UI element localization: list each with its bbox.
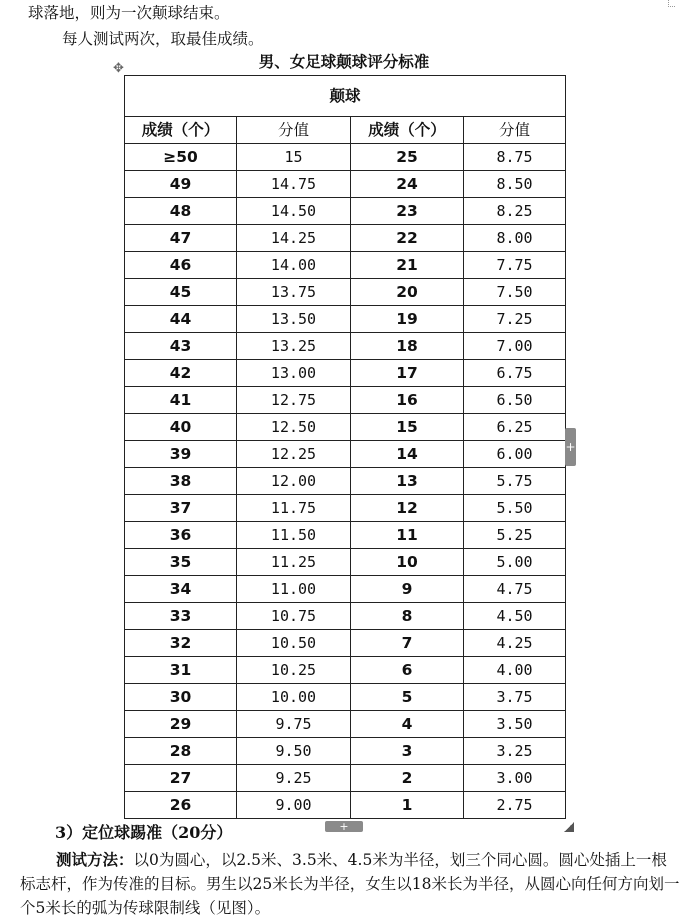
table-row: [125, 333, 566, 360]
method-paragraph: [20, 848, 680, 920]
table-head-row: [125, 76, 566, 117]
points-cell-right[interactable]: 4.00: [464, 657, 566, 684]
score-cell-right[interactable]: 18: [351, 333, 464, 360]
score-cell-right[interactable]: 3: [351, 738, 464, 765]
score-cell-left[interactable]: 48: [125, 198, 237, 225]
score-cell-right[interactable]: 2: [351, 765, 464, 792]
points-cell-left[interactable]: 11.00: [237, 576, 351, 603]
points-cell-right[interactable]: 4.75: [464, 576, 566, 603]
points-cell-left[interactable]: 12.25: [237, 441, 351, 468]
points-cell-left[interactable]: 13.75: [237, 279, 351, 306]
column-header-row: [125, 117, 566, 144]
points-cell-left[interactable]: 9.00: [237, 792, 351, 819]
points-cell-left[interactable]: 12.00: [237, 468, 351, 495]
text-line-2: 每人测试两次，取最佳成绩。: [62, 30, 264, 48]
table-row: [125, 306, 566, 333]
score-cell-left[interactable]: 44: [125, 306, 237, 333]
score-cell-left[interactable]: 33: [125, 603, 237, 630]
table-row: [125, 576, 566, 603]
table-row: [125, 171, 566, 198]
add-row-button[interactable]: [325, 821, 363, 832]
score-table-body: [125, 76, 566, 819]
table-row: [125, 387, 566, 414]
table-row: [125, 360, 566, 387]
score-cell-right[interactable]: 7: [351, 630, 464, 657]
score-cell-right[interactable]: 23: [351, 198, 464, 225]
score-cell-right[interactable]: 22: [351, 225, 464, 252]
table-row: [125, 468, 566, 495]
table-row: [125, 738, 566, 765]
table-row: [125, 441, 566, 468]
points-cell-left[interactable]: 11.75: [237, 495, 351, 522]
table-row: [125, 549, 566, 576]
points-cell-right[interactable]: 8.75: [464, 144, 566, 171]
points-cell-right[interactable]: 6.75: [464, 360, 566, 387]
text-line-1: 球落地，则为一次颠球结束。: [28, 4, 230, 22]
table-row: [125, 495, 566, 522]
points-cell-right[interactable]: 5.25: [464, 522, 566, 549]
score-cell-left[interactable]: 45: [125, 279, 237, 306]
score-cell-right[interactable]: 12: [351, 495, 464, 522]
score-cell-left[interactable]: 34: [125, 576, 237, 603]
points-cell-right[interactable]: 7.25: [464, 306, 566, 333]
score-cell-right[interactable]: 6: [351, 657, 464, 684]
score-cell-left[interactable]: 36: [125, 522, 237, 549]
points-cell-left[interactable]: 13.50: [237, 306, 351, 333]
column-header-points-1[interactable]: 分值: [237, 117, 351, 144]
score-cell-left[interactable]: 37: [125, 495, 237, 522]
table-title: 男、女足球颠球评分标准: [258, 52, 430, 71]
score-cell-left[interactable]: 46: [125, 252, 237, 279]
add-column-button[interactable]: [565, 428, 576, 466]
score-cell-right[interactable]: 10: [351, 549, 464, 576]
score-cell-left[interactable]: ≥50: [125, 144, 237, 171]
points-cell-right[interactable]: 7.50: [464, 279, 566, 306]
table-row: [125, 225, 566, 252]
points-cell-left[interactable]: 12.50: [237, 414, 351, 441]
score-cell-left[interactable]: 26: [125, 792, 237, 819]
column-header-points-2[interactable]: 分值: [464, 117, 566, 144]
score-cell-right[interactable]: 24: [351, 171, 464, 198]
score-cell-left[interactable]: 35: [125, 549, 237, 576]
score-cell-right[interactable]: 14: [351, 441, 464, 468]
points-cell-right[interactable]: 3.00: [464, 765, 566, 792]
table-row: [125, 684, 566, 711]
page-corner-mark: [668, 0, 675, 7]
method-label: 测试方法：: [56, 850, 134, 869]
points-cell-left[interactable]: 14.75: [237, 171, 351, 198]
score-cell-left[interactable]: 40: [125, 414, 237, 441]
points-cell-left[interactable]: 14.25: [237, 225, 351, 252]
points-cell-left[interactable]: 12.75: [237, 387, 351, 414]
score-cell-left[interactable]: 38: [125, 468, 237, 495]
column-header-score-1[interactable]: 成绩（个）: [125, 117, 237, 144]
points-cell-right[interactable]: 4.25: [464, 630, 566, 657]
score-cell-left[interactable]: 32: [125, 630, 237, 657]
points-cell-right[interactable]: 8.50: [464, 171, 566, 198]
table-row: [125, 252, 566, 279]
points-cell-right[interactable]: 3.50: [464, 711, 566, 738]
score-cell-right[interactable]: 11: [351, 522, 464, 549]
score-cell-left[interactable]: 43: [125, 333, 237, 360]
score-cell-right[interactable]: 15: [351, 414, 464, 441]
method-text: 以0为圆心，以2.5米、3.5米、4.5米为半径，划三个同心圆。圆心处插上一根标志杆，作为传准的目标。男生以25米长为半径，女生以18米长为半径，从圆心向任何方向划一个5米长的弧为传球限制线（见图）。: [20, 851, 680, 917]
score-cell-right[interactable]: 4: [351, 711, 464, 738]
score-cell-right[interactable]: 20: [351, 279, 464, 306]
score-cell-right[interactable]: 19: [351, 306, 464, 333]
points-cell-right[interactable]: 8.25: [464, 198, 566, 225]
score-cell-left[interactable]: 31: [125, 657, 237, 684]
table-row: [125, 522, 566, 549]
score-cell-left[interactable]: 41: [125, 387, 237, 414]
score-cell-right[interactable]: 25: [351, 144, 464, 171]
score-cell-right[interactable]: 16: [351, 387, 464, 414]
resize-corner-icon[interactable]: [564, 822, 574, 832]
points-cell-left[interactable]: 15: [237, 144, 351, 171]
score-cell-left[interactable]: 49: [125, 171, 237, 198]
points-cell-right[interactable]: 6.00: [464, 441, 566, 468]
score-cell-right[interactable]: 9: [351, 576, 464, 603]
points-cell-left[interactable]: 14.50: [237, 198, 351, 225]
score-cell-right[interactable]: 13: [351, 468, 464, 495]
points-cell-left[interactable]: 10.00: [237, 684, 351, 711]
score-cell-left[interactable]: 28: [125, 738, 237, 765]
table-row: [125, 603, 566, 630]
table-row: [125, 765, 566, 792]
move-arrows-icon[interactable]: ✥: [113, 61, 124, 76]
score-cell-right[interactable]: 1: [351, 792, 464, 819]
score-cell-left[interactable]: 27: [125, 765, 237, 792]
points-cell-left[interactable]: 9.25: [237, 765, 351, 792]
points-cell-right[interactable]: 8.00: [464, 225, 566, 252]
plus-icon: +: [339, 820, 349, 833]
points-cell-left[interactable]: 10.75: [237, 603, 351, 630]
table-row: [125, 657, 566, 684]
table-row: [125, 630, 566, 657]
table-row: [125, 198, 566, 225]
plus-icon: +: [565, 440, 576, 454]
points-cell-left[interactable]: 11.25: [237, 549, 351, 576]
score-cell-right[interactable]: 5: [351, 684, 464, 711]
score-cell-left[interactable]: 30: [125, 684, 237, 711]
points-cell-left[interactable]: 13.00: [237, 360, 351, 387]
points-cell-right[interactable]: 5.50: [464, 495, 566, 522]
points-cell-left[interactable]: 14.00: [237, 252, 351, 279]
points-cell-left[interactable]: 9.75: [237, 711, 351, 738]
points-cell-right[interactable]: 7.00: [464, 333, 566, 360]
table-row: [125, 711, 566, 738]
score-cell-left[interactable]: 29: [125, 711, 237, 738]
table-row: [125, 144, 566, 171]
points-cell-right[interactable]: 3.75: [464, 684, 566, 711]
points-cell-left[interactable]: 13.25: [237, 333, 351, 360]
points-cell-right[interactable]: 7.75: [464, 252, 566, 279]
table-row: [125, 279, 566, 306]
points-cell-left[interactable]: 10.25: [237, 657, 351, 684]
table-head-cell[interactable]: 颠球: [125, 76, 566, 117]
points-cell-right[interactable]: 6.25: [464, 414, 566, 441]
points-cell-right[interactable]: 5.00: [464, 549, 566, 576]
table-row: [125, 792, 566, 819]
score-cell-left[interactable]: 39: [125, 441, 237, 468]
score-cell-left[interactable]: 42: [125, 360, 237, 387]
score-table: [124, 75, 566, 819]
score-cell-right[interactable]: 17: [351, 360, 464, 387]
section-heading: 3）定位球踢准（20分）: [55, 823, 233, 842]
column-header-score-2[interactable]: 成绩（个）: [351, 117, 464, 144]
points-cell-left[interactable]: 10.50: [237, 630, 351, 657]
points-cell-right[interactable]: 3.25: [464, 738, 566, 765]
score-cell-right[interactable]: 21: [351, 252, 464, 279]
score-cell-left[interactable]: 47: [125, 225, 237, 252]
table-row: [125, 414, 566, 441]
points-cell-left[interactable]: 11.50: [237, 522, 351, 549]
points-cell-right[interactable]: 2.75: [464, 792, 566, 819]
points-cell-left[interactable]: 9.50: [237, 738, 351, 765]
score-cell-right[interactable]: 8: [351, 603, 464, 630]
points-cell-right[interactable]: 4.50: [464, 603, 566, 630]
points-cell-right[interactable]: 5.75: [464, 468, 566, 495]
points-cell-right[interactable]: 6.50: [464, 387, 566, 414]
